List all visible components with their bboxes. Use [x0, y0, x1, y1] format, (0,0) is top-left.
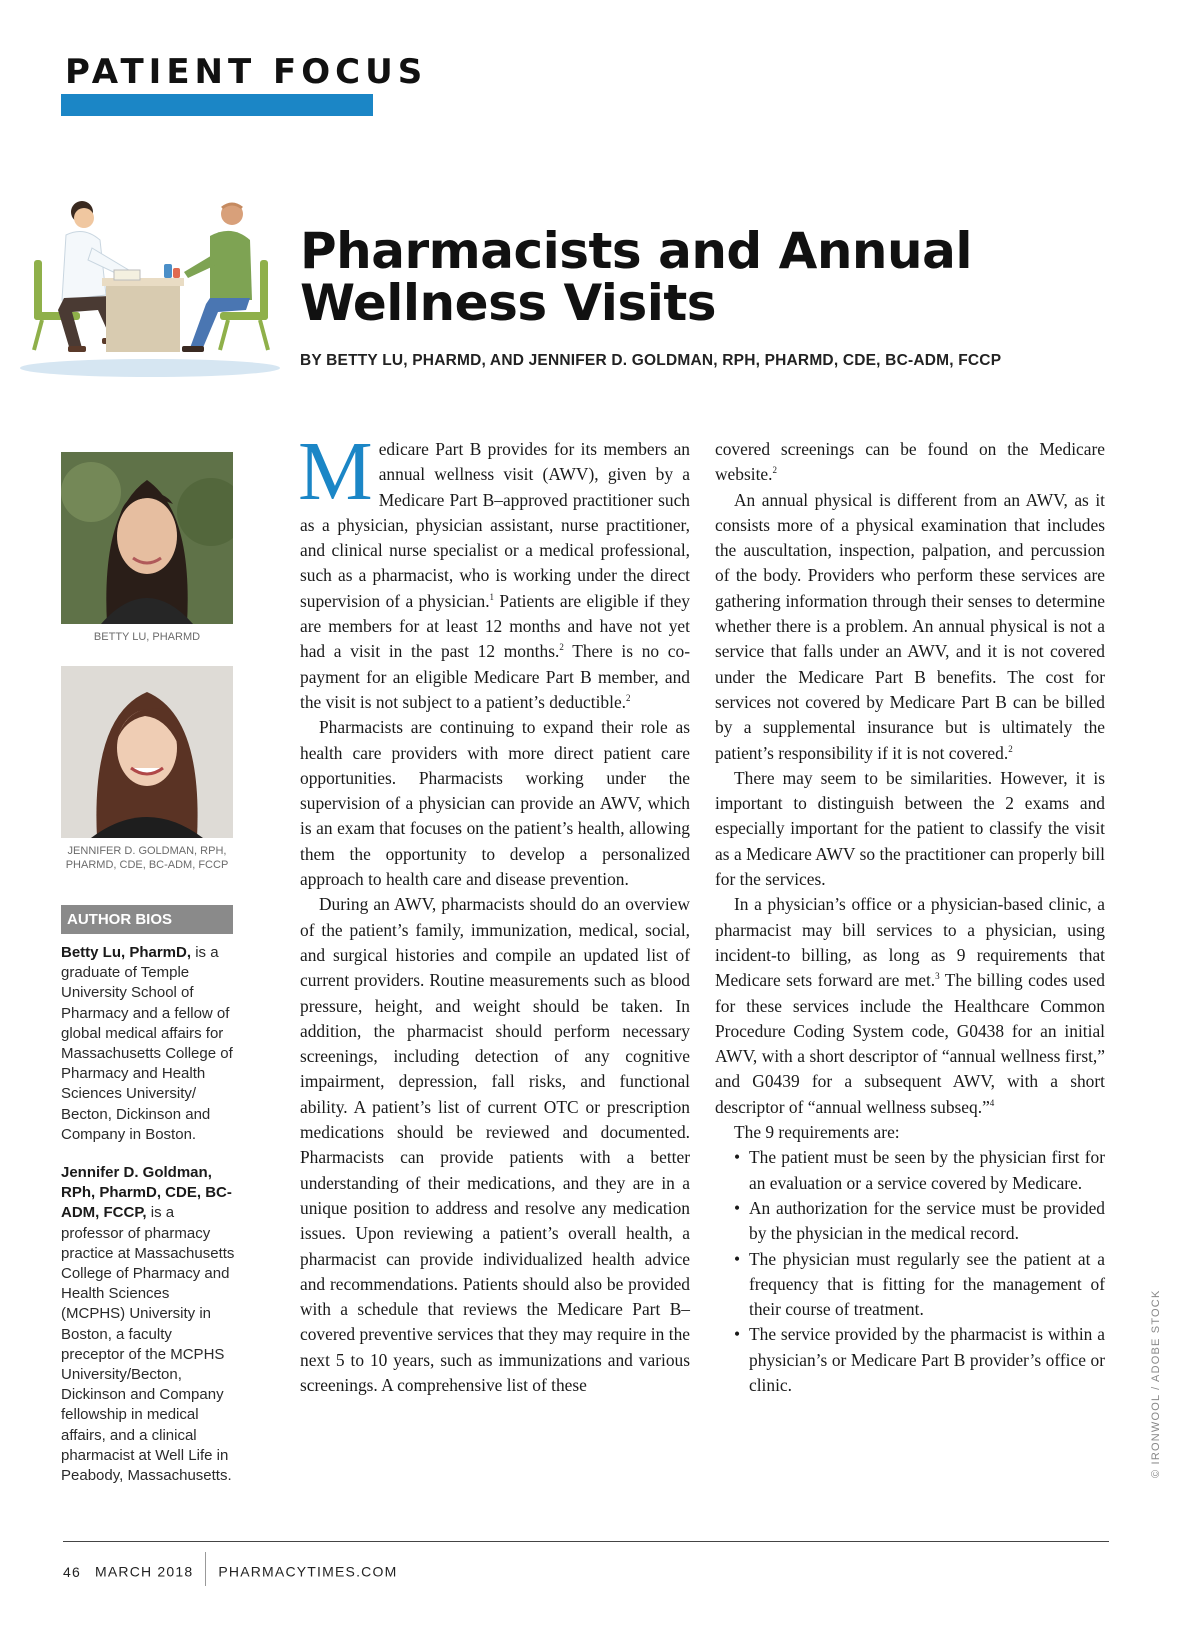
body-column-1: [298, 425, 690, 1398]
image-credit: © IRONWOOL / ADOBE STOCK: [1150, 1289, 1162, 1478]
bio1-text: is a graduate of Temple University School of Pharmacy and a fellow of global medical affairs for Massachusetts College of Pharmacy and Health Sciences University/ Becton, Dickinson and Company in Boston.: [61, 944, 233, 1143]
section-accent-bar: [61, 94, 373, 116]
p1-part-a: edicare Part B provides for its members an annual wellness visit (AWV), given by a Medicare Part B–approved practitioner such as a physician, physician assistant, nurse practitioner, and clinical nurse specialist or a medical professional, such as a pharmacist, who is working under the direct supervision of a physician.: [300, 439, 690, 611]
bio-jennifer-goldman: [61, 1163, 236, 1486]
p6-part-b: The billing codes used for these services include the Healthcare Common Procedure Coding System code, G0438 for an initial AWV, with a short descriptor of “annual wellness first,” and G0439 for a subsequent AWV, with a short descriptor of “annual wellness subseq.”: [715, 970, 1105, 1117]
body-paragraph-1: [298, 425, 690, 715]
body-paragraph-2: Pharmacists are continuing to expand their role as health care providers with more direct patient care opportunities. Pharmacists working under the supervision of a physician can provide an AWV, which is an exam that focuses on the patient’s health, allowing them the opportunity to develop a personalized approach to health care and disease prevention.: [300, 717, 690, 890]
body-paragraph-7: The 9 requirements are:: [734, 1122, 900, 1143]
article-title-line1: Pharmacists and Annual: [300, 222, 972, 280]
body-paragraph-3: During an AWV, pharmacists should do an overview of the patient’s family, immunization, medical, social, and surgical histories and compile an updated list of current providers. Routine measurements such as blood pressure, height, and weight should be taken. In addition, the pharmacist should perform necessary screenings, including detection of any cognitive impairment, depression, fall risks, and functional ability. A patient’s list of current OTC or prescription medications should be reviewed and documented. Pharmacists can provide patients with a better understanding of their medications, and they are in a unique position to address and resolve any medication issues. Upon reviewing a patient’s overall health, a pharmacist can provide individualized health advice and recommendations. Patients should also be provided with a schedule that reviews the Medicare Part B–covered preventive services that they may require in the next 5 to 10 years, such as immunizations and various screenings. A comprehensive list of these: [300, 894, 690, 1395]
author-bios: [61, 943, 236, 1504]
ref-sup: 2: [772, 465, 777, 476]
ref-sup: 2: [559, 642, 564, 653]
article-title: [300, 222, 972, 332]
list-item: • The physician must regularly see the patient at a frequency that is fitting for the management of their course of treatment.: [734, 1247, 1105, 1323]
author-photo2-caption-line2: PHARMD, CDE, BC-ADM, FCCP: [65, 859, 229, 871]
p6-part-a: In a physician’s office or a physician-based clinic, a pharmacist may bill services to a physician, using incident-to billing, as long as 9 requirements that Medicare sets forward are met.: [715, 894, 1105, 991]
section-label: PATIENT FOCUS: [65, 52, 428, 92]
ref-sup: 4: [989, 1097, 995, 1108]
bio2-text: is a professor of pharmacy practice at Massachusetts College of Pharmacy and Health Sciences (MCPHS) University in Boston, a faculty preceptor of the MCPHS University/Becton, Dickinson and Company fellowship in medical affairs, and a clinical pharmacist at Well Life in Peabody, Massachusetts.: [61, 1204, 235, 1485]
footer-divider: [63, 1541, 1109, 1542]
ref-sup: 2: [1008, 743, 1013, 754]
ref-sup: 1: [489, 591, 495, 602]
author-photo2-caption: [61, 844, 233, 872]
pharmacist-patient-consultation-illustration: [14, 200, 286, 380]
author-photo2-caption-line1: JENNIFER D. GOLDMAN, RPH,: [67, 845, 227, 857]
page-footer: [63, 1556, 397, 1590]
article-byline: BY BETTY LU, PHARMD, AND JENNIFER D. GOLDMAN, RPH, PHARMD, CDE, BC-ADM, FCCP: [300, 352, 1002, 369]
requirements-list: [715, 1145, 1105, 1398]
website: PHARMACYTIMES.COM: [218, 1563, 398, 1580]
author-bios-heading: AUTHOR BIOS: [61, 905, 233, 934]
body-paragraph-5: There may seem to be similarities. However, it is important to distinguish between the 2 exams and especially important for the patient to classify the visit as a Medicare AWV so the practitioner can properly bill for the services.: [715, 767, 1105, 890]
body-column-2: [715, 437, 1105, 1398]
ref-sup: 3: [935, 971, 940, 982]
bio1-name: Betty Lu, PharmD,: [61, 944, 192, 961]
body-paragraph-4: [715, 488, 1105, 766]
author-photo-betty-lu: [61, 452, 233, 624]
p3-continued-text: covered screenings can be found on the Medicare website.: [715, 439, 1105, 485]
author-photo1-caption: BETTY LU, PHARMD: [93, 631, 201, 643]
p1-part-c: There is no co-payment for an eligible Medicare Part B member, and the visit is not subject to a patient’s deductible.: [300, 641, 690, 712]
p1-part-b: Patients are eligible if they are members for at least 12 months and have not yet had a visit in the past 12 months.: [300, 590, 690, 662]
page-number: 46: [63, 1563, 81, 1580]
list-item: • An authorization for the service must be provided by the physician in the medical record.: [734, 1196, 1105, 1247]
list-item: • The patient must be seen by the physician first for an evaluation or a service covered by Medicare.: [734, 1145, 1105, 1196]
bio2-name: Jennifer D. Goldman, RPh, PharmD, CDE, BC-ADM, FCCP,: [61, 1164, 232, 1222]
body-paragraph-6: [715, 892, 1105, 1120]
p4-text: An annual physical is different from an AWV, as it consists more of a physical examination that includes the auscultation, inspection, palpation, and percussion of the body. Providers who perform these services are gathering information through their senses to determine whether there is a problem. An annual physical is not a service that falls under an AWV, and it is not covered under the Medicare Part B benefits. The cost for services not covered by Medicare Part B can be billed by a supplemental insurance but is ultimately the patient’s responsibility if it is not covered.: [715, 489, 1105, 763]
footer-separator: [205, 1552, 206, 1586]
ref-sup: 2: [626, 693, 631, 704]
article-title-line2: Wellness Visits: [300, 274, 717, 332]
issue-date: MARCH 2018: [94, 1563, 194, 1580]
body-paragraph-3-continued: [715, 437, 1105, 488]
list-item: • The service provided by the pharmacist is within a physician’s or Medicare Part B provider’s office or clinic.: [734, 1322, 1105, 1398]
bio-betty-lu: [61, 943, 236, 1145]
author-photo-jennifer-goldman: [61, 666, 233, 838]
drop-cap: M: [298, 425, 373, 518]
